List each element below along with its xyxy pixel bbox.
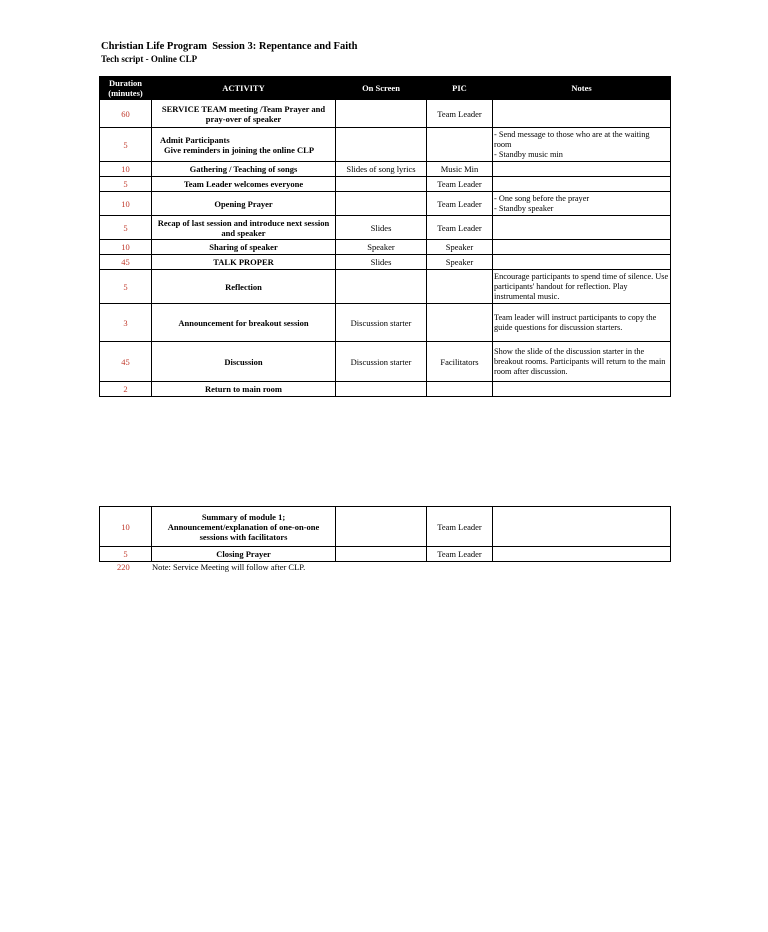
table-row	[100, 240, 671, 255]
pic-cell	[427, 382, 493, 397]
notes-cell: Show the slide of the discussion starter in the breakout rooms. Participants will return to the main room after discussion.	[493, 342, 671, 382]
notes-cell: Encourage participants to spend time of silence. Use participants' handout for reflection. Play instrumental music.	[493, 270, 671, 304]
duration-cell: 5	[100, 128, 152, 162]
on-screen-cell: Slides	[336, 255, 427, 270]
duration-cell: 10	[100, 240, 152, 255]
on-screen-cell: Slides of song lyrics	[336, 162, 427, 177]
notes-cell	[493, 382, 671, 397]
table-row	[100, 382, 671, 397]
activity-cell: Gathering / Teaching of songs	[152, 162, 336, 177]
table-row	[100, 304, 671, 342]
pic-cell	[427, 128, 493, 162]
table-row	[100, 547, 671, 562]
on-screen-cell: Discussion starter	[336, 304, 427, 342]
duration-cell: 45	[100, 255, 152, 270]
activity-cell: Opening Prayer	[152, 192, 336, 216]
duration-cell: 10	[100, 192, 152, 216]
pic-cell: Facilitators	[427, 342, 493, 382]
table-row	[100, 216, 671, 240]
duration-cell: 10	[100, 162, 152, 177]
activity-cell: Announcement for breakout session	[152, 304, 336, 342]
on-screen-cell	[336, 128, 427, 162]
duration-cell: 3	[100, 304, 152, 342]
activity-cell: Discussion	[152, 342, 336, 382]
duration-cell: 5	[100, 547, 152, 562]
activity-cell: Return to main room	[152, 382, 336, 397]
on-screen-cell	[336, 382, 427, 397]
total-duration: 220	[117, 562, 130, 572]
duration-cell: 5	[100, 270, 152, 304]
pic-cell: Team Leader	[427, 547, 493, 562]
on-screen-cell	[336, 192, 427, 216]
pic-cell: Team Leader	[427, 177, 493, 192]
column-header-notes: Notes	[493, 77, 671, 100]
duration-cell: 45	[100, 342, 152, 382]
on-screen-cell: Slides	[336, 216, 427, 240]
notes-cell	[493, 100, 671, 128]
on-screen-cell: Discussion starter	[336, 342, 427, 382]
table-row	[100, 507, 671, 547]
pic-cell: Team Leader	[427, 507, 493, 547]
notes-cell	[493, 177, 671, 192]
notes-cell: - Send message to those who are at the waiting room - Standby music min	[493, 128, 671, 162]
activity-cell: Team Leader welcomes everyone	[152, 177, 336, 192]
duration-cell: 5	[100, 177, 152, 192]
activity-cell: SERVICE TEAM meeting /Team Prayer and pray-over of speaker	[152, 100, 336, 128]
on-screen-cell	[336, 507, 427, 547]
footnote: Note: Service Meeting will follow after CLP.	[152, 562, 306, 572]
activity-cell: TALK PROPER	[152, 255, 336, 270]
pic-cell: Team Leader	[427, 216, 493, 240]
column-header-pic: PIC	[427, 77, 493, 100]
pic-cell: Speaker	[427, 240, 493, 255]
duration-cell: 2	[100, 382, 152, 397]
notes-cell	[493, 240, 671, 255]
duration-cell: 10	[100, 507, 152, 547]
on-screen-cell	[336, 100, 427, 128]
notes-cell	[493, 162, 671, 177]
pic-cell: Speaker	[427, 255, 493, 270]
on-screen-cell	[336, 270, 427, 304]
duration-cell: 60	[100, 100, 152, 128]
on-screen-cell	[336, 177, 427, 192]
document-title: Christian Life Program Session 3: Repentance and Faith	[101, 41, 358, 52]
column-header-activity: ACTIVITY	[152, 77, 336, 100]
pic-cell	[427, 304, 493, 342]
document-subtitle: Tech script - Online CLP	[101, 54, 198, 64]
notes-cell: - One song before the prayer - Standby speaker	[493, 192, 671, 216]
schedule-table-continued	[99, 506, 671, 562]
column-header-on-screen: On Screen	[336, 77, 427, 100]
notes-cell: Team leader will instruct participants to copy the guide questions for discussion starters.	[493, 304, 671, 342]
schedule-table	[99, 76, 671, 397]
pic-cell: Team Leader	[427, 100, 493, 128]
activity-cell: Summary of module 1; Announcement/explanation of one-on-one sessions with facilitators	[152, 507, 336, 547]
activity-cell: Admit Participants Give reminders in joining the online CLP	[152, 128, 336, 162]
table-row	[100, 100, 671, 128]
column-header-duration: Duration (minutes)	[100, 77, 152, 100]
notes-cell	[493, 547, 671, 562]
table-row	[100, 342, 671, 382]
notes-cell	[493, 507, 671, 547]
activity-cell: Sharing of speaker	[152, 240, 336, 255]
on-screen-cell	[336, 547, 427, 562]
table-row	[100, 192, 671, 216]
table-header-row	[100, 77, 671, 100]
table-row	[100, 270, 671, 304]
activity-cell: Recap of last session and introduce next session and speaker	[152, 216, 336, 240]
activity-cell: Closing Prayer	[152, 547, 336, 562]
duration-cell: 5	[100, 216, 152, 240]
table-row	[100, 177, 671, 192]
table-row	[100, 128, 671, 162]
activity-cell: Reflection	[152, 270, 336, 304]
table-row	[100, 255, 671, 270]
pic-cell: Music Min	[427, 162, 493, 177]
pic-cell: Team Leader	[427, 192, 493, 216]
pic-cell	[427, 270, 493, 304]
notes-cell	[493, 255, 671, 270]
table-row	[100, 162, 671, 177]
notes-cell	[493, 216, 671, 240]
on-screen-cell: Speaker	[336, 240, 427, 255]
